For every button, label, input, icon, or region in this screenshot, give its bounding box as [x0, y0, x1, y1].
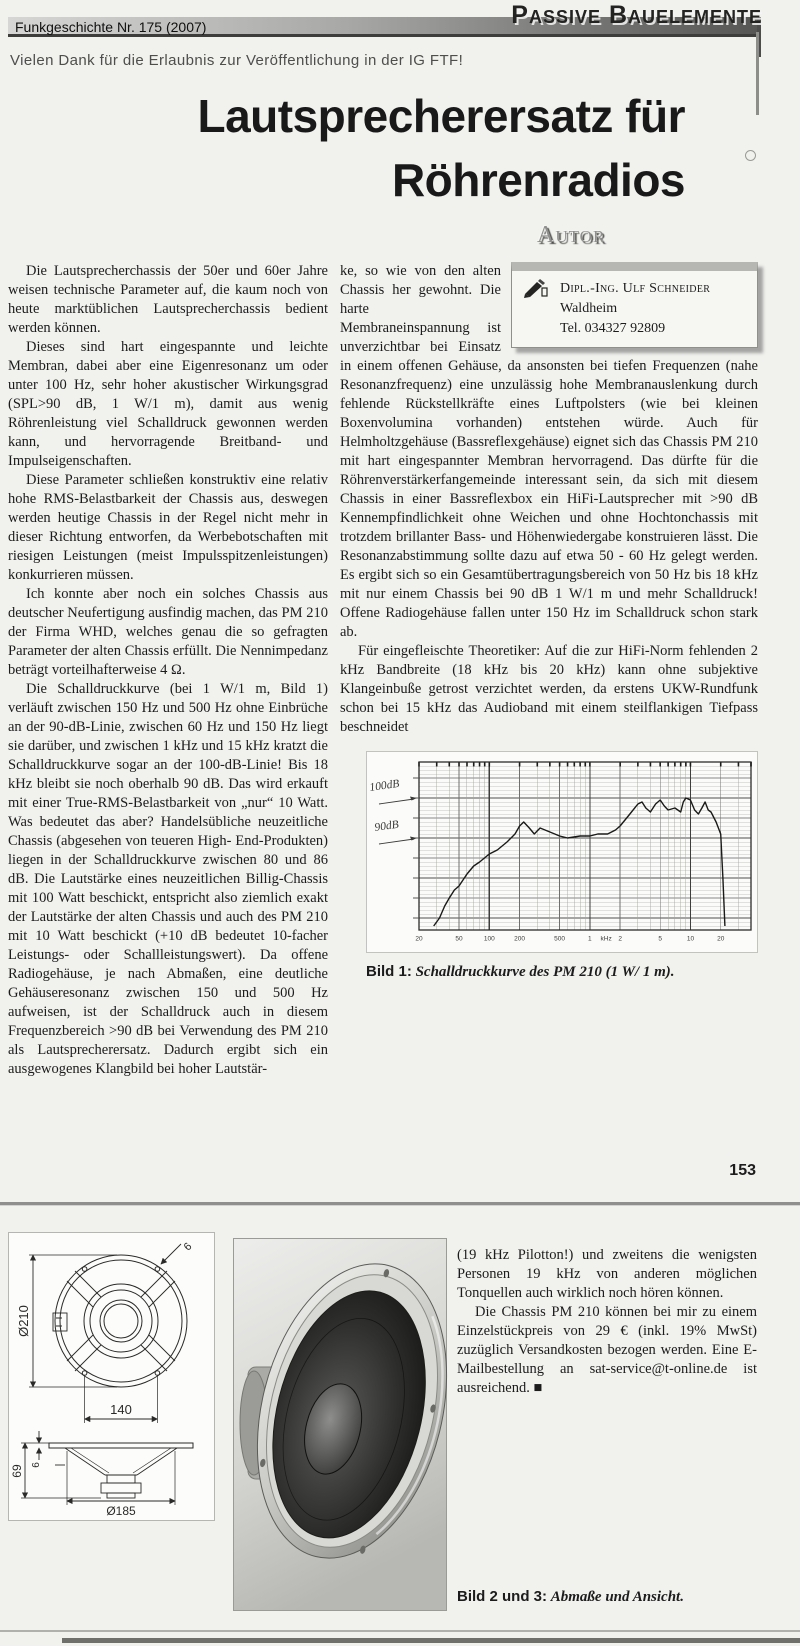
figure-23-caption-label: Bild 2 und 3: [457, 1588, 547, 1605]
figure-1-frame [366, 751, 758, 953]
paragraph: ke, so wie von den alten Chassis her gewohnt. Die harte Membraneinspannung ist unverzichtbar bei Einsatz in einem offenen Gehäuse, da ansonsten bei tiefen Frequenzen (nahe Resonanzfrequenz) eine unzulässig hohe Membranauslenkung durch fehlende Rückstellkräfte eines Luftpolsters (wie bei kleinen Boxenvolumina vorhanden) entstehen würde. Auch für Helmholtzgehäuse (Bassreflexgehäuse) eignet sich das Chassis PM 210 mit hart eingespannter Membran hervorragend. Das dürfte für die Röhrenverstärkerfangemeinde interessant sein, da sich mit diesem Chassis in einer Bassreflexbox ein HiFi-Lautsprecher mit >90 dB Kennempfindlichkeit ohne Weichen und ohne Hochtonchassis mit trotzdem brillanter Bass- und Höhenwiedergabe konstruieren lässt. Die Resonanzabstimmung sollte dazu auf etwa 50 - 60 Hz gelegt werden. Es ergibt sich so ein Gesamtübertragungsbereich von 50 Hz bis 18 kHz mit nur einem Chassis bei 90 dB 1 W/1 m und mehr Schalldruck! Offene Radiogehäuse fallen unter 150 Hz im Schalldruck schon stark ab. [340, 263, 758, 640]
svg-text:2: 2 [618, 935, 622, 943]
dim-hole-diameter: 6 [181, 1240, 195, 1254]
svg-text:50: 50 [455, 935, 463, 943]
figure-1-caption [366, 962, 758, 982]
figure-1-caption-label: Bild 1: [366, 963, 412, 980]
article-body [8, 222, 758, 1158]
paragraph: Dieses sind hart eingespannte und leichte Membran, dabei aber eine Eigenresonanz um oder unter 100 Hz, sehr hoher akustischer Wirkungsgrad (SPL>90 dB, 1 W/1 m), damit aus wenig Röhrenleistung viel Schalldruck gewonnen werden kann, und hervorragende Breitband- und Impulseigenschaften. [8, 339, 328, 469]
article-title-line1: Lautsprecherersatz für [197, 90, 685, 142]
author-box [511, 222, 758, 350]
section-heading: Passive Bauelemente [511, 1, 762, 29]
thanks-note: Vielen Dank für die Erlaubnis zur Veröffentlichung in der IG FTF! [10, 52, 464, 69]
author-box-frame [511, 262, 758, 348]
paragraph: Diese Parameter schließen konstruktiv eine relativ hohe RMS-Belastbarkeit der Chassis aus, deswegen werden heutige Chassis in der Regel nicht mehr in dieser Richtung entworfen, da Werbebotschaften mit riesigen Leistungen (meist Impulsspitzenleistungen) konkurrieren müssen. [8, 472, 328, 583]
bottom-rule-light [0, 1630, 800, 1632]
svg-text:kHz: kHz [600, 935, 612, 943]
section-divider [0, 1202, 800, 1206]
svg-text:100: 100 [483, 935, 495, 943]
paragraph: Die Lautsprecherchassis der 50er und 60er Jahre weisen technische Parameter auf, die kaum noch von heute marktüblichen Lautsprecherchassis bedient werden können. [8, 263, 328, 336]
svg-text:20: 20 [415, 935, 423, 943]
paragraph: Die Chassis PM 210 können bei mir zu einem Einzelstückpreis von 29 € (inkl. 19% MwSt) zuzüglich Versandkosten bezogen werden. Eine E-Mailbestellung an sat-service@t-online.de ist ausreichend. ■ [457, 1304, 757, 1396]
svg-text:200: 200 [514, 935, 526, 943]
figure-23-caption-text: Abmaße und Ansicht. [550, 1589, 684, 1605]
pen-icon [522, 279, 548, 341]
paragraph: Die Schalldruckkurve (bei 1 W/1 m, Bild 1) verläuft zwischen 150 Hz und 500 Hz ohne Einbrüche an der 90-dB-Linie, zwischen 60 Hz und 150 Hz liegt sie darüber, und zwischen 1 kHz und 15 kHz kratzt die Schalldruckkurve sogar an der 100-dB-Linie! Bis 18 kHz bleibt sie noch oberhalb 90 dB. Das wird erkauft mit einer True-RMS-Belastbarkeit von „nur“ 10 Watt. Was bedeutet das aber? Handelsübliche neuzeitliche Chassis (abgesehen von teueren High- End-Produkten) liegen in der Schalldruckkurve zwischen 80 und 86 dB. Die Lautstärke eines neuzeitlichen Billig-Chassis mit 100 Watt beschickt, entspricht also ziemlich exakt der Lautstärke der alten Chassis und auch des PM 210 mit 10 Watt beschickt (+10 dB bedeutet 10-facher Leistungs- oder Schallleistungswert). Da offene Radiogehäuse, je nach Abmaßen, eine deutliche Gehäuseresonanz zwischen 150 und 500 Hz aufweisen, ist der Schalldruck auch in diesem Frequenzbereich >90 dB bei Verwendung des PM 210 als Lautsprecherersatz. Dadurch ergibt sich ein ausgewogenes Klangbild bei hoher Lautstär- [8, 681, 328, 1077]
page-number: 153 [729, 1162, 756, 1179]
right-column-text [340, 222, 758, 737]
article-title-line2: Röhrenradios [391, 154, 685, 206]
dim-depth: 69 [10, 1464, 24, 1478]
left-column [8, 262, 328, 1158]
right-column [340, 222, 758, 1158]
dimension-drawing [8, 1232, 215, 1521]
author-heading: Autor [537, 222, 606, 248]
figure-1-caption-text: Schalldruckkurve des PM 210 (1 W/ 1 m). [415, 964, 675, 980]
dim-cutout-diameter: Ø185 [106, 1504, 136, 1518]
svg-text:1: 1 [588, 935, 592, 943]
dim-hole-spacing: 140 [110, 1402, 132, 1417]
paragraph: Ich konnte aber noch ein solches Chassis aus deutscher Neufertigung ausfindig machen, das PM 210 der Firma WHD, welches genau die so gefragten Parameter der alten Chassis erfüllt. Die Nennimpedanz beträgt vorteilhafterweise 4 Ω. [8, 586, 328, 678]
svg-text:20: 20 [717, 935, 725, 943]
scan-artifact-ring [745, 150, 756, 161]
speaker-photo [233, 1238, 447, 1611]
bottom-right-column [457, 1246, 757, 1398]
bottom-rule-dark [62, 1638, 800, 1643]
dim-flange-thickness: 6 [31, 1462, 42, 1468]
svg-text:5: 5 [658, 935, 662, 943]
author-phone: Tel. 034327 92809 [560, 321, 666, 336]
author-name: Dipl.-Ing. Ulf Schneider [560, 281, 711, 296]
dim-outer-diameter: Ø210 [16, 1305, 31, 1337]
paragraph: Für eingefleischte Theoretiker: Auf die zur HiFi-Norm fehlenden 2 kHz Bandbreite (18 kHz bis 20 kHz) kann ohne subjektive Klangeinbuße getrost verzichtet werden, da erstens UKW-Rundfunk schon bei 15 kHz das Audioband mit einem steilflankigen Tiefpass beschneidet [340, 643, 758, 735]
author-details [560, 279, 710, 341]
article-title [198, 84, 686, 212]
svg-text:10: 10 [686, 935, 695, 943]
figure-23-caption [457, 1583, 707, 1611]
scan-artifact-line [756, 32, 759, 115]
author-city: Waldheim [560, 301, 618, 316]
sound-pressure-chart [367, 752, 757, 952]
journal-label: Funkgeschichte Nr. 175 (2007) [15, 19, 207, 35]
svg-text:500: 500 [554, 935, 566, 943]
svg-text:100dB: 100dB [368, 777, 401, 794]
svg-text:90dB: 90dB [373, 818, 400, 834]
paragraph: (19 kHz Pilotton!) und zweitens die wenigsten Personen 19 kHz von anderen möglichen Tonquellen auch wirklich noch hören können. [457, 1247, 757, 1301]
